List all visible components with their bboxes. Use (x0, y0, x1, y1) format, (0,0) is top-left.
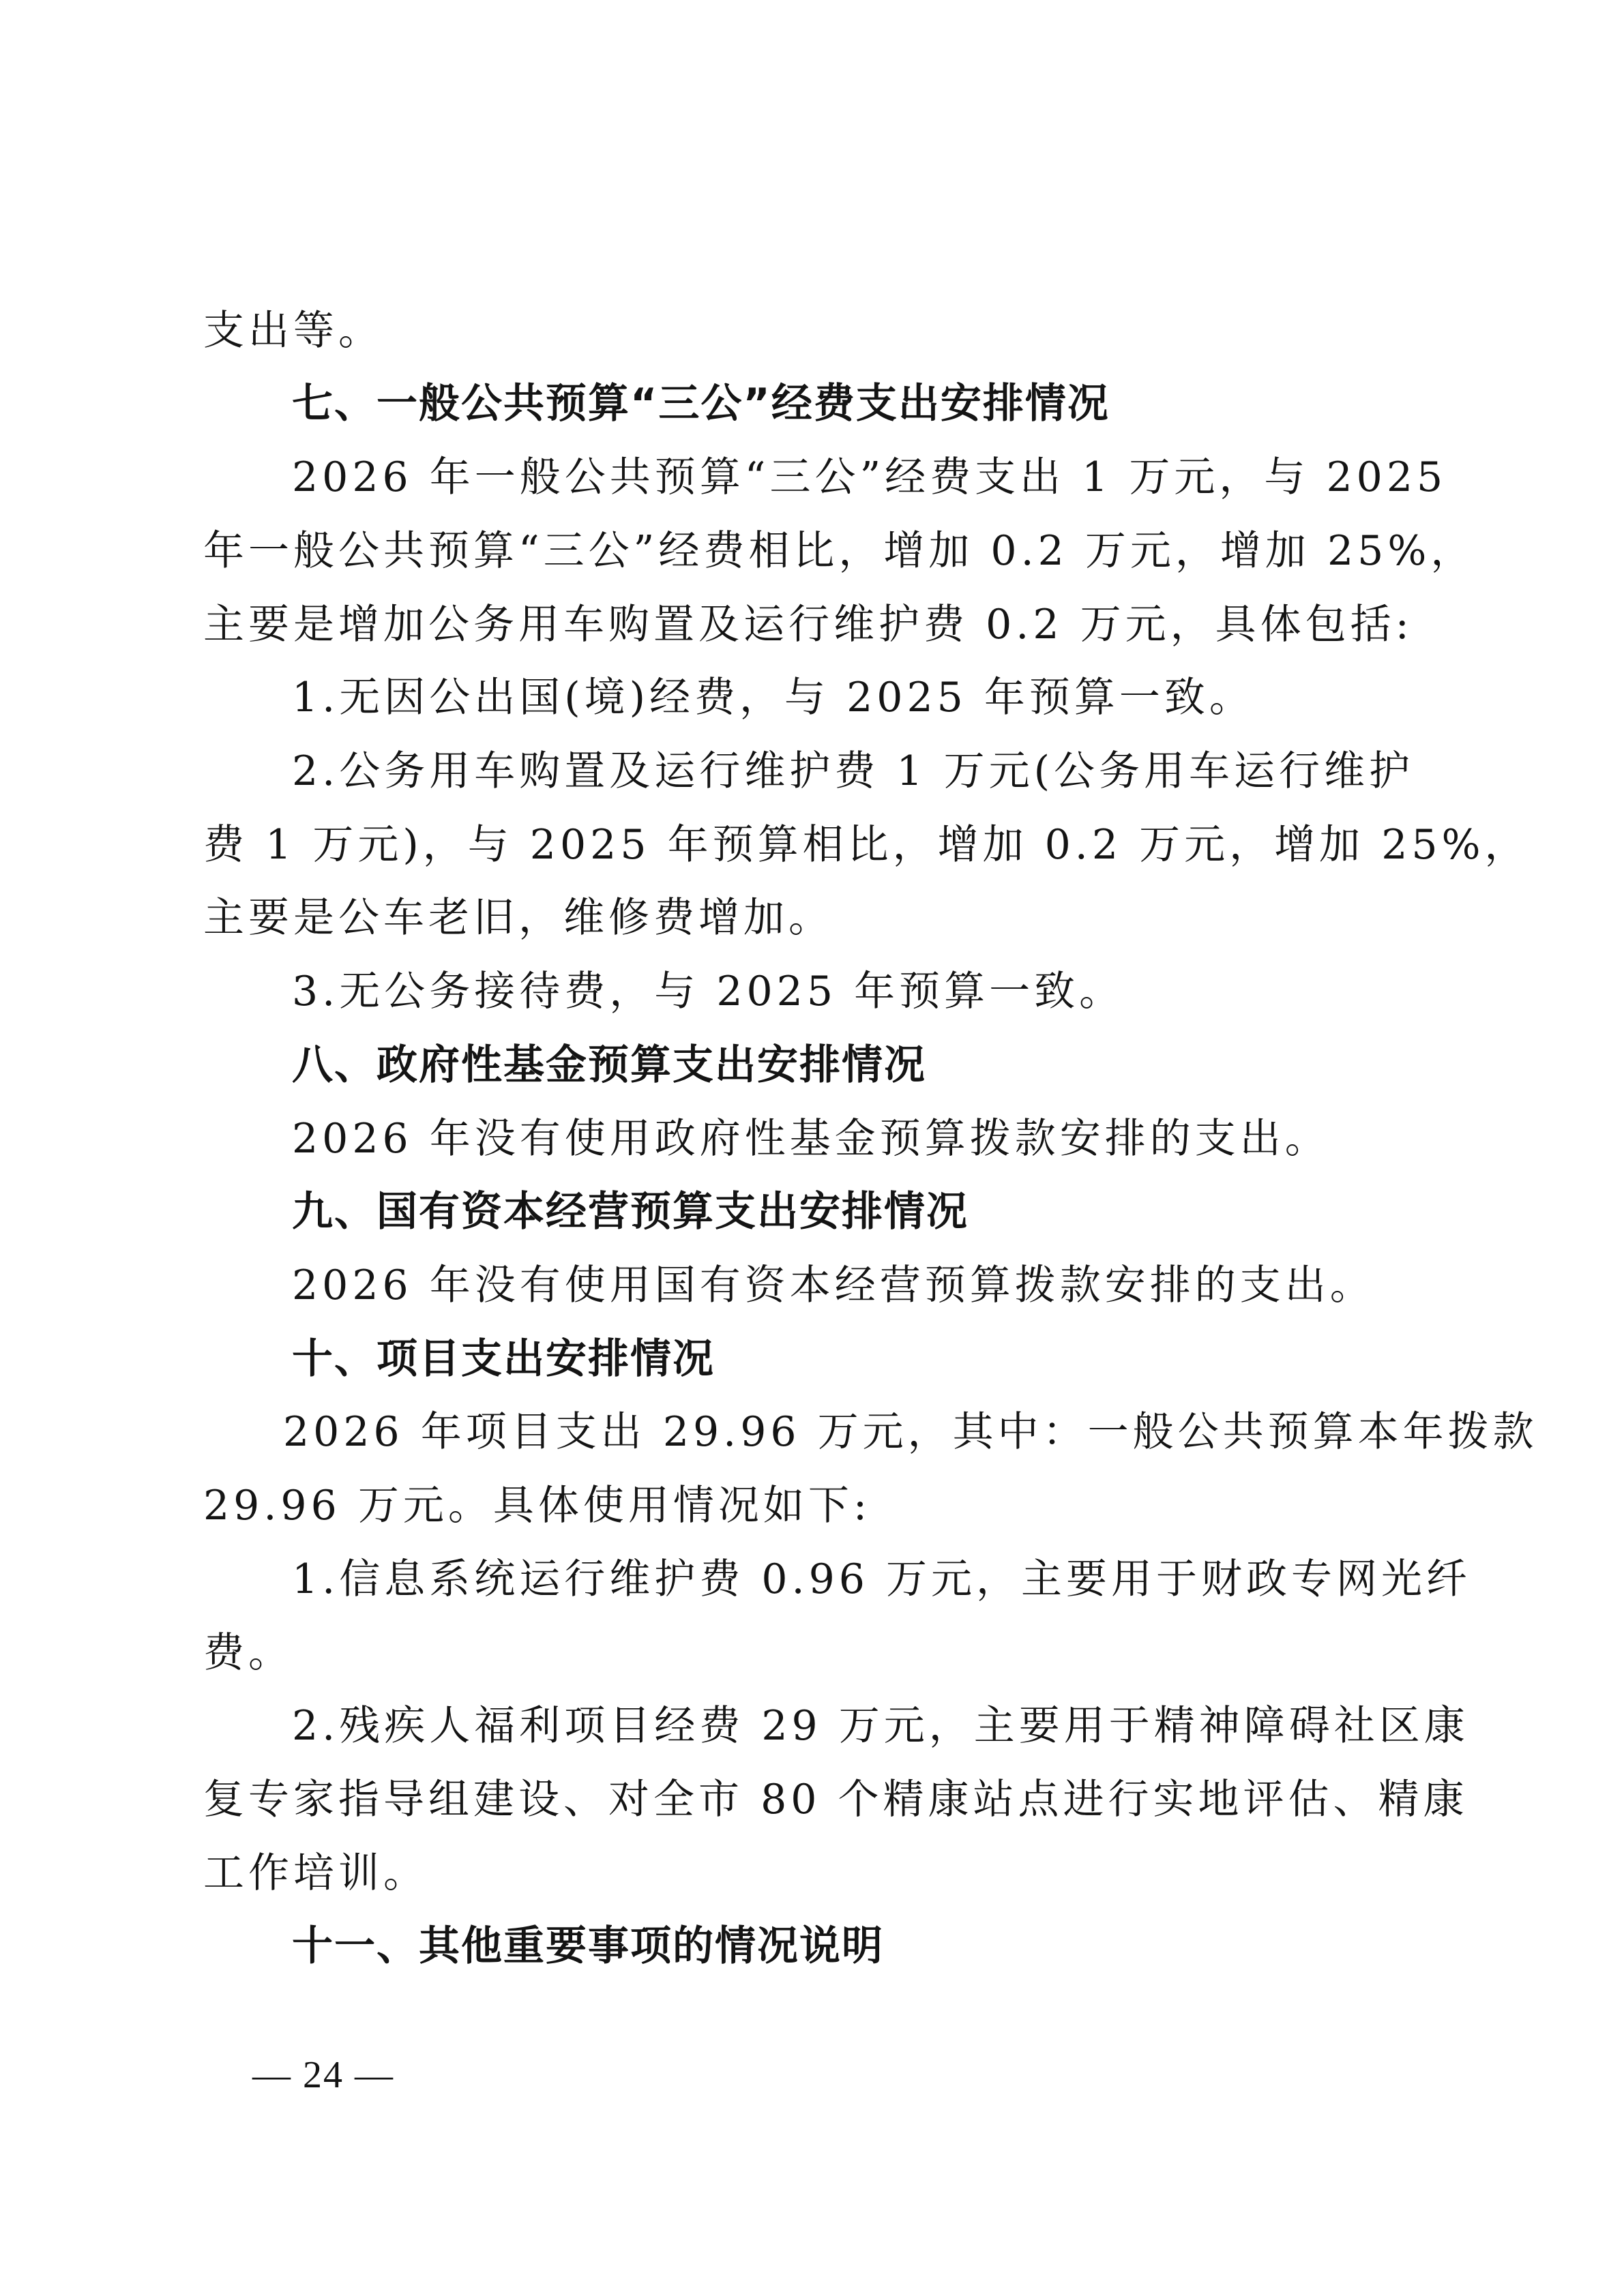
list-item: 1.信息系统运行维护费 0.96 万元，主要用于财政专网光纤 (292, 1555, 1471, 1603)
paragraph-line: 主要是增加公务用车购置及运行维护费 0.2 万元，具体包括: (203, 601, 1413, 648)
section-heading-7: 七、一般公共预算“三公”经费支出安排情况 (292, 380, 1110, 428)
paragraph-line: 29.96 万元。具体使用情况如下: (203, 1482, 872, 1530)
section-heading-8: 八、政府性基金预算支出安排情况 (292, 1041, 926, 1089)
section-heading-11: 十一、其他重要事项的情况说明 (292, 1922, 884, 1970)
paragraph-line: 2026 年项目支出 29.96 万元，其中：一般公共预算本年拨款 (283, 1408, 1538, 1456)
list-item: 2.公务用车购置及运行维护费 1 万元(公务用车运行维护 (292, 747, 1414, 795)
paragraph-line: 年一般公共预算“三公”经费相比，增加 0.2 万元，增加 25%， (203, 527, 1476, 575)
section-heading-9: 九、国有资本经营预算支出安排情况 (292, 1188, 969, 1236)
paragraph-line: 主要是公车老旧，维修费增加。 (203, 894, 833, 942)
paragraph-line: 2026 年一般公共预算“三公”经费支出 1 万元，与 2025 (292, 453, 1447, 501)
paragraph-line: 费。 (203, 1629, 293, 1677)
paragraph-line: 费 1 万元)，与 2025 年预算相比，增加 0.2 万元，增加 25%， (203, 821, 1530, 869)
paragraph-line: 支出等。 (203, 307, 383, 355)
list-item: 2.残疾人福利项目经费 29 万元，主要用于精神障碍社区康 (292, 1702, 1469, 1750)
section-heading-10: 十、项目支出安排情况 (292, 1335, 715, 1383)
paragraph-line: 2026 年没有使用国有资本经营预算拨款安排的支出。 (292, 1262, 1375, 1309)
paragraph-line: 2026 年没有使用政府性基金预算拨款安排的支出。 (292, 1115, 1330, 1163)
paragraph-line: 工作培训。 (203, 1849, 428, 1897)
page-number: — 24 — (252, 2054, 394, 2096)
paragraph-line: 复专家指导组建设、对全市 80 个精康站点进行实地评估、精康 (203, 1776, 1468, 1823)
list-item: 1.无因公出国(境)经费，与 2025 年预算一致。 (292, 674, 1254, 721)
list-item: 3.无公务接待费，与 2025 年预算一致。 (292, 968, 1125, 1015)
